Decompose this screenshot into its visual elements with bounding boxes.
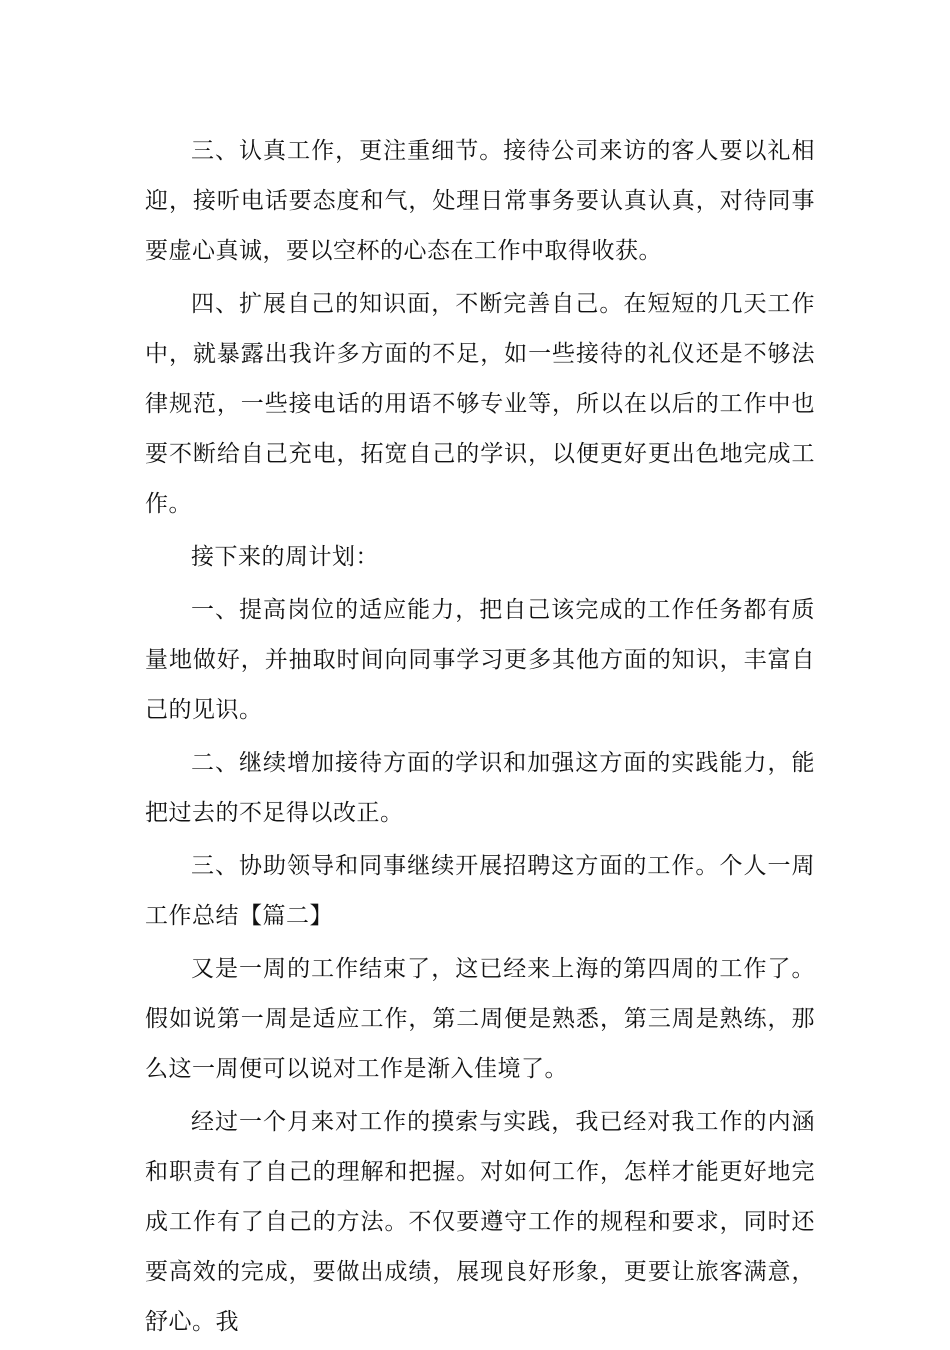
paragraph-plan-item-1: 一、提高岗位的适应能力，把自己该完成的工作任务都有质量地做好，并抽取时间向同事学习更多其他方面的知识，丰富自己的见识。 xyxy=(145,597,815,723)
paragraph-week-summary: 又是一周的工作结束了，这已经来上海的第四周的工作了。假如说第一周是适应工作，第二周便是熟悉，第三周是熟练，那么这一周便可以说对工作是渐入佳境了。 xyxy=(145,956,815,1082)
paragraph-work-details: 三、认真工作，更注重细节。接待公司来访的客人要以礼相迎，接听电话要态度和气，处理日常事务要认真认真，对待同事要虚心真诚，要以空杯的心态在工作中取得收获。 xyxy=(145,138,815,264)
paragraph-month-reflection: 经过一个月来对工作的摸索与实践，我已经对我工作的内涵和职责有了自己的理解和把握。对如何工作，怎样才能更好地完成工作有了自己的方法。不仅要遵守工作的规程和要求，同时还要高效的完成，要做出成绩，展现良好形象，更要让旅客满意，舒心。我 xyxy=(145,1109,815,1335)
paragraph-expand-knowledge: 四、扩展自己的知识面，不断完善自己。在短短的几天工作中，就暴露出我许多方面的不足，如一些接待的礼仪还是不够法律规范，一些接电话的用语不够专业等，所以在以后的工作中也要不断给自己充电，拓宽自己的学识，以便更好更出色地完成工作。 xyxy=(145,291,815,517)
paragraph-weekly-plan-heading: 接下来的周计划： xyxy=(191,544,379,570)
paragraph-plan-item-2: 二、继续增加接待方面的学识和加强这方面的实践能力，能把过去的不足得以改正。 xyxy=(145,750,815,826)
paragraph-plan-item-3: 三、协助领导和同事继续开展招聘这方面的工作。个人一周工作总结【篇二】 xyxy=(145,853,815,929)
document-body xyxy=(145,126,815,1350)
